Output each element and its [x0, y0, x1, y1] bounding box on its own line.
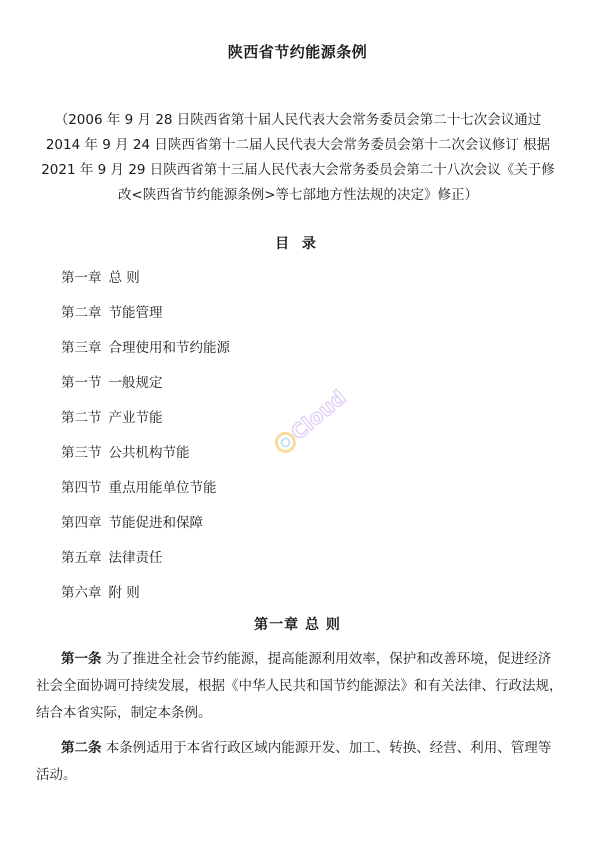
article-label: 第二条 [61, 740, 102, 756]
toc-item [61, 582, 230, 617]
toc-item-number: 第三章 [61, 340, 102, 356]
chapter-heading: 第一章 总 则 [254, 617, 341, 633]
toc-item-number: 第四节 [61, 480, 102, 496]
toc-heading: 目 录 [275, 236, 320, 252]
watermark-ring-inner [280, 437, 291, 448]
table-of-contents [61, 267, 230, 617]
article-text: 结合本省实际，制定本条例。 [36, 705, 212, 721]
toc-item-number: 第四章 [61, 515, 102, 531]
article-text: 为了推进全社会节约能源，提高能源利用效率，保护和改善环境，促进经济 [101, 651, 552, 667]
preamble-line: 2014 年 9 月 24 日陕西省第十二届人民代表大会常务委员会第十二次会议修订 根据 [45, 137, 551, 153]
preamble-line: 2021 年 9 月 29 日陕西省第十三届人民代表大会常务委员会第二十八次会议《关于修 [41, 162, 555, 178]
toc-item [61, 512, 230, 547]
article-text: 活动。 [36, 767, 77, 783]
preamble-line: （2006 年 9 月 28 日陕西省第十届人民代表大会常务委员会第二十七次会议通过 [54, 112, 542, 128]
toc-item-number: 第五章 [61, 550, 102, 566]
preamble-line: 改<陕西省节约能源条例>等七部地方性法规的决定》修正） [117, 187, 479, 203]
toc-item-label: 节能促进和保障 [108, 515, 203, 531]
toc-item-number: 第六章 [61, 585, 102, 601]
toc-item-label: 法律责任 [108, 550, 163, 566]
toc-item-number: 第一章 [61, 270, 102, 286]
toc-item [61, 407, 230, 442]
article-1 [36, 646, 563, 727]
toc-item-number: 第二节 [61, 410, 102, 426]
toc-item [61, 267, 230, 302]
article-text: 本条例适用于本省行政区域内能源开发、加工、转换、经营、利用、管理等 [101, 740, 552, 756]
document-title: 陕西省节约能源条例 [227, 43, 368, 61]
toc-item [61, 337, 230, 372]
toc-item-label: 节能管理 [108, 305, 163, 321]
toc-item-number: 第三节 [61, 445, 102, 461]
toc-item-label: 产业节能 [108, 410, 163, 426]
toc-item-number: 第二章 [61, 305, 102, 321]
toc-item [61, 442, 230, 477]
toc-item [61, 302, 230, 337]
toc-item [61, 547, 230, 582]
toc-item [61, 372, 230, 407]
toc-item-label: 公共机构节能 [108, 445, 190, 461]
toc-item-label: 合理使用和节约能源 [108, 340, 230, 356]
toc-item-label: 一般规定 [108, 375, 163, 391]
toc-item-label: 重点用能单位节能 [108, 480, 217, 496]
preamble [36, 108, 560, 208]
toc-item-number: 第一节 [61, 375, 102, 391]
toc-item-label: 附 则 [108, 585, 140, 601]
article-label: 第一条 [61, 651, 102, 667]
watermark-text: Cloud [286, 385, 351, 445]
cloud-watermark-logo [262, 378, 352, 468]
article-2 [36, 735, 560, 789]
toc-item-label: 总 则 [108, 270, 140, 286]
toc-item [61, 477, 230, 512]
article-text: 社会全面协调可持续发展，根据《中华人民共和国节约能源法》和有关法律、行政法规， [36, 678, 563, 694]
